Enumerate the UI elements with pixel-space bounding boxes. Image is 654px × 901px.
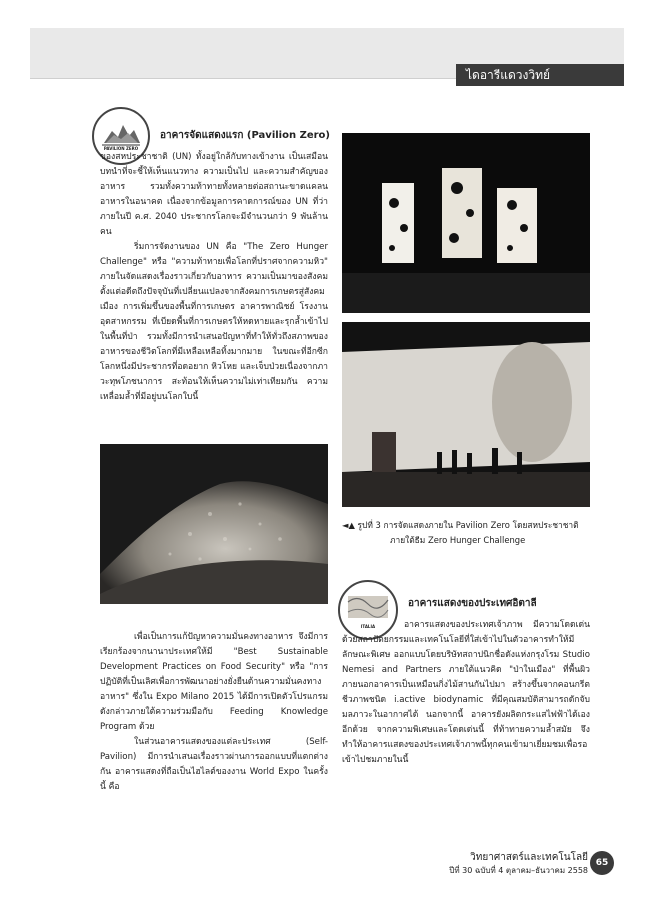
issue-info: ปีที่ 30 ฉบับที่ 4 ตุลาคม–ธันวาคม 2558 bbox=[449, 866, 588, 875]
italy-pavilion-body bbox=[342, 618, 590, 768]
pavilion-zero-body-lower bbox=[100, 630, 328, 795]
italy-pavilion-heading: อาคารแสดงของประเทศอิตาลี bbox=[408, 598, 537, 609]
pavilion-zero-logo-caption: PAVILION ZERO bbox=[103, 146, 139, 151]
pavilion-zero-hall-photo bbox=[342, 322, 590, 507]
pavilion-zero-paragraph-2: ริ่มการจัดงานของ UN คือ "The Zero Hunger Challenge" หรือ "ความท้าทายเพื่อโลกที่ปราศจากความหิว" ภายในจัดแสดงเรื่องราวเกี่ยวกับอาหาร ความเป็นมาของสังคมตั้งแต่อดีตถึงปัจจุบันที่เปลี่ยนแปลงจากสังคมการเกษตรสู่สังคมเมือง การเพิ่มขึ้นของพื้นที่การเกษตร อาคารพาณิชย์ โรงงานอุตสาหกรรม ที่เบียดพื้นที่การเกษตรให้หดหายและรุกล้ำเข้าไปในพื้นที่ป่า รวมทั้งมีการนำเสนอปัญหาที่ทำให้ทั่วถึงสภาพของอาหารของชีวิตโลกที่มีเหลือเหลือทิ้งมากมาย ในขณะที่อีกซีกโลกหนึ่งมีประชากรที่อดอยาก หิวโหย และเจ็บป่วยเนื่องจากภาวะทุพโภชนาการ สะท้อนให้เห็นความไม่เท่าเทียมกัน ความเหลื่อมล้ำที่มีอยู่บนโลกใบนี้ bbox=[100, 242, 328, 402]
magazine-title: วิทยาศาสตร์และเทคโนโลยี bbox=[470, 852, 588, 863]
pavilion-zero-body bbox=[100, 150, 328, 405]
italy-pavilion-logo-caption: ITALIA bbox=[360, 624, 376, 629]
photo-caption-line-1: ◄▲ รูปที่ 3 การจัดแสดงภายใน Pavilion Zero โดยสหประชาชาติ bbox=[342, 520, 579, 530]
page-number: 65 bbox=[590, 851, 614, 875]
photo-caption-line-2: ภายใต้ธีม Zero Hunger Challenge bbox=[390, 535, 526, 545]
pavilion-zero-heading: อาคารจัดแสดงแรก (Pavilion Zero) bbox=[160, 130, 330, 141]
grain-mound-photo bbox=[100, 444, 328, 604]
pavilion-zero-paragraph-1: ของสหประชาชาติ (UN) ทั้งอยู่ใกล้กับทางเข้างาน เป็นเสมือนบทนำที่จะชี้ให้เห็นแนวทาง ความเป็นไป และความสำคัญของอาหาร รวมทั้งความท้าทายทั้งหลายต่อสถานะขาดแคลนอาหารในอนาคต เนื่องจากข้อมูลการคาดการณ์ของ UN ที่ว่าภายในปี ค.ศ. 2040 ประชากรโลกจะมีจำนวนกว่า 9 พันล้านคน bbox=[100, 152, 328, 237]
food-security-paragraph: เพื่อเป็นการแก้ปัญหาความมั่นคงทางอาหาร จึงมีการเรียกร้องจากนานาประเทศให้มี "Best Sustainable Development Practices on Food Security" หรือ "การปฏิบัติที่เป็นเลิศเพื่อการพัฒนาอย่างยั่งยืนด้านความมั่นคงทางอาหาร" ซึ่งใน Expo Milano 2015 ได้มีการเปิดตัวโปรแกรมดังกล่าวภายใต้ความร่วมมือกับ Feeding Knowledge Program ด้วย bbox=[100, 632, 328, 732]
pavilion-zero-screens-photo bbox=[342, 133, 590, 313]
self-pavilion-paragraph: ในส่วนอาคารแสดงของแต่ละประเทศ (Self-Pavilion) มีการนำเสนอเรื่องราวผ่านการออกแบบที่แตกต่างกัน อาคารแสดงที่ถือเป็นไฮไลต์ของงาน World Expo ในครั้งนี้ คือ bbox=[100, 737, 328, 792]
italy-pavilion-paragraph: อาคารแสดงของประเทศเจ้าภาพ มีความโดดเด่นด้วยสถาปัตยกรรมและเทคโนโลยีที่ใส่เข้าไปในตัวอาคารทำให้มีลักษณะพิเศษ ออกแบบโดยบริษัทสถาปนิกชื่อดังแห่งกรุงโรม Studio Nemesi and Partners ภายใต้แนวคิด "ป่าในเมือง" ที่พื้นผิวภายนอกอาคารเป็นเหมือนกิ่งไม้สานกันไปมา สร้างขึ้นจากคอนกรีตชีวภาพชนิด i.active biodynamic ที่มีคุณสมบัติสามารถดักจับมลภาวะในอากาศได้ นอกจากนี้ อาคารยังผลิตกระแสไฟฟ้าได้เองอีกด้วย จากความพิเศษและโดดเด่นนี้ ที่ท้าทายความล้ำสมัย จึงทำให้อาคารแสดงของประเทศเจ้าภาพนี้ทุกคนเข้ามาเยี่ยมชมเพื่อรอเข้าไปชมภายในนี้ bbox=[342, 620, 590, 765]
photo-caption bbox=[342, 518, 602, 548]
section-tab: ไดอารีแดวงวิทย์ bbox=[456, 64, 624, 86]
